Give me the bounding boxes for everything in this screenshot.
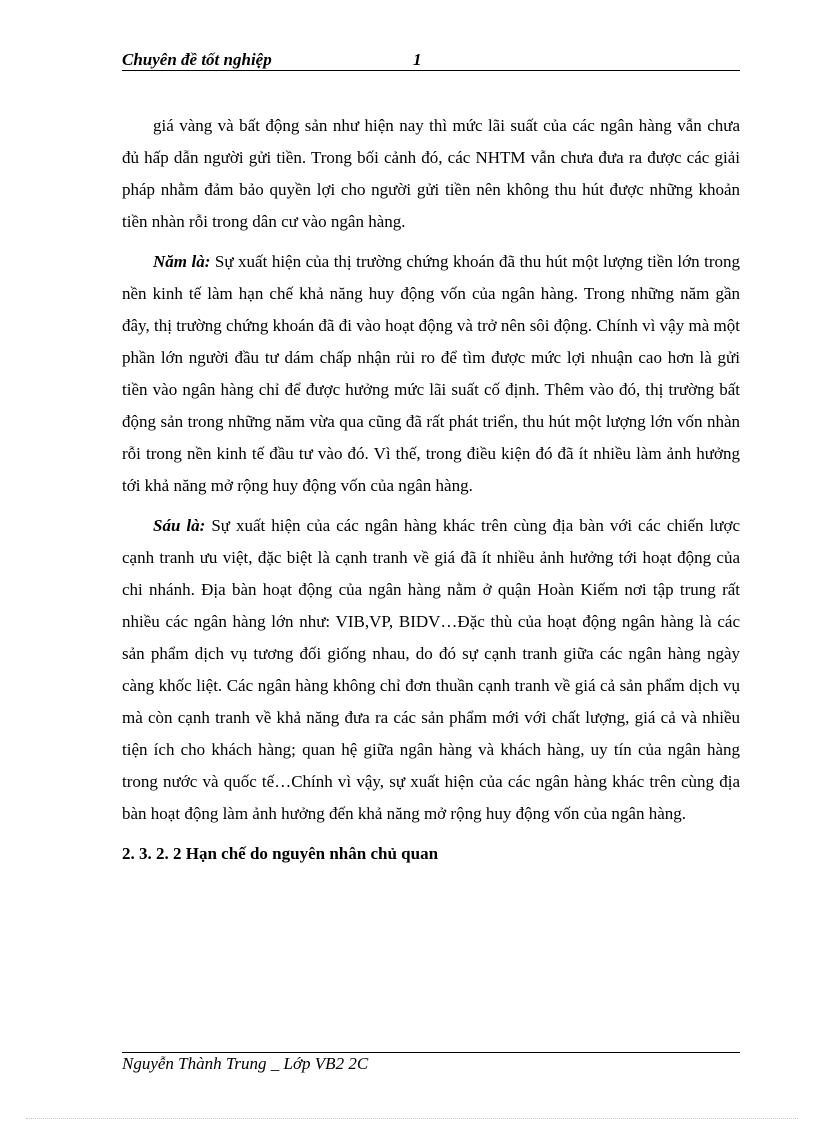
page-header [122, 50, 740, 71]
paragraph-text: Sự xuất hiện của các ngân hàng khác trên cùng địa bàn với các chiến lược cạnh tranh ưu việt, đặc biệt là cạnh tranh về giá đã ít nhiều ảnh hưởng tới hoạt động của chi nhánh. Địa bàn hoạt động của ngân hàng nằm ở quận Hoàn Kiếm nơi tập trung rất nhiều các ngân hàng lớn như: VIB,VP, BIDV…Đặc thù của hoạt động ngân hàng là các sản phẩm dịch vụ tương đối giống nhau, do đó sự cạnh tranh giữa các ngân hàng ngày càng khốc liệt. Các ngân hàng không chỉ đơn thuần cạnh tranh về giá cả sản phẩm dịch vụ mà còn cạnh tranh về khả năng đưa ra các sản phẩm mới với chất lượng, giá cả và nhiều tiện ích cho khách hàng; quan hệ giữa ngân hàng và khách hàng, uy tín của ngân hàng trong nước và quốc tế…Chính vì vậy, sự xuất hiện của các ngân hàng khác trên cùng địa bàn hoạt động làm ảnh hưởng đến khả năng mở rộng huy động vốn của ngân hàng. [122, 516, 740, 823]
page-bottom-edge [26, 1118, 798, 1119]
section-heading: 2. 3. 2. 2 Hạn chế do nguyên nhân chủ quan [122, 844, 439, 863]
paragraph-nam-la [122, 246, 740, 502]
footer-author: Nguyễn Thành Trung _ Lớp VB2 2C [122, 1054, 369, 1073]
paragraph-continuation: giá vàng và bất động sản như hiện nay thì mức lãi suất của các ngân hàng vẫn chưa đủ hấp dẫn người gửi tiền. Trong bối cảnh đó, các NHTM vẫn chưa đưa ra được các giải pháp nhằm đảm bảo quyền lợi cho người gửi tiền nên không thu hút được những khoản tiền nhàn rỗi trong dân cư vào ngân hàng. [122, 116, 740, 231]
document-body [122, 110, 740, 870]
paragraph-text: Sự xuất hiện của thị trường chứng khoán đã thu hút một lượng tiền lớn trong nền kinh tế làm hạn chế khả năng huy động vốn của ngân hàng. Trong những năm gần đây, thị trường chứng khoán đã đi vào hoạt động và trở nên sôi động. Chính vì vậy mà một phần lớn người đầu tư dám chấp nhận rủi ro để tìm được mức lợi nhuận cao hơn là gửi tiền vào ngân hàng chỉ để được hưởng mức lãi suất cố định. Thêm vào đó, thị trường bất động sản trong những năm vừa qua cũng đã rất phát triển, thu hút một lượng lớn vốn nhàn rỗi trong nền kinh tế đầu tư vào đó. Vì thế, trong điều kiện đó đã ít nhiều làm ảnh hưởng tới khả năng mở rộng huy động vốn của ngân hàng. [122, 252, 740, 495]
document-title: Chuyên đề tốt nghiệp [122, 50, 272, 69]
paragraph-lead: Sáu là: [153, 516, 206, 535]
paragraph-lead: Năm là: [153, 252, 211, 271]
page-number: 1 [413, 50, 422, 69]
paragraph-sau-la [122, 510, 740, 830]
page-footer [122, 1052, 740, 1074]
